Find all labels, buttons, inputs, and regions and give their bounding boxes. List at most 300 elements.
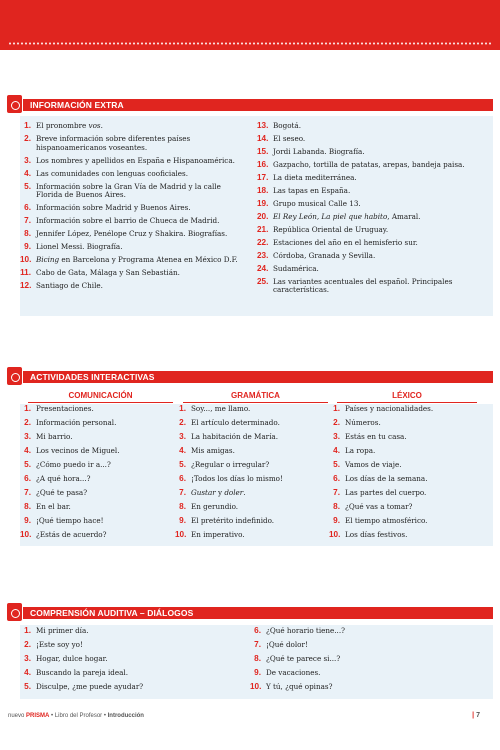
item-fragment: ¿A qué hora...? bbox=[36, 473, 91, 483]
list-item bbox=[20, 627, 250, 636]
list-item bbox=[20, 461, 175, 470]
item-text bbox=[273, 278, 489, 296]
section-title: ACTIVIDADES INTERACTIVAS bbox=[30, 372, 155, 382]
item-number: 7. bbox=[254, 639, 261, 649]
item-number: 1. bbox=[333, 404, 340, 413]
item-fragment: Países y nacionalidades. bbox=[345, 404, 434, 413]
item-text bbox=[266, 669, 480, 678]
comprension-left-list bbox=[20, 627, 250, 697]
section-header-actividades bbox=[8, 371, 493, 383]
list-item bbox=[257, 239, 489, 248]
item-text bbox=[36, 447, 175, 456]
item-number: 1. bbox=[179, 404, 186, 413]
brand-name: PRISMA bbox=[26, 713, 50, 719]
item-text bbox=[345, 461, 489, 470]
item-text bbox=[36, 531, 175, 540]
item-text bbox=[36, 641, 250, 650]
footer-credit bbox=[8, 713, 144, 719]
item-text bbox=[345, 405, 489, 414]
book-title: • Libro del Profesor • bbox=[49, 713, 108, 719]
item-number: 5. bbox=[24, 181, 31, 191]
item-text bbox=[191, 447, 335, 456]
item-fragment: Soy..., me llamo. bbox=[191, 404, 251, 413]
list-item bbox=[20, 503, 175, 512]
list-item bbox=[175, 489, 335, 498]
item-number: 10. bbox=[250, 681, 262, 691]
info-extra-right-list bbox=[257, 122, 489, 299]
item-text bbox=[273, 148, 489, 157]
item-number: 10. bbox=[20, 255, 32, 265]
item-number: 3. bbox=[24, 653, 31, 663]
list-item bbox=[257, 148, 489, 157]
item-fragment: Bogotá. bbox=[273, 121, 301, 130]
list-item bbox=[257, 122, 489, 131]
headphones-icon bbox=[6, 602, 23, 622]
list-item bbox=[20, 433, 175, 442]
lexico-list bbox=[329, 405, 489, 545]
item-text bbox=[345, 433, 489, 442]
item-text bbox=[266, 641, 480, 650]
brand-prefix: nuevo bbox=[8, 713, 25, 719]
item-fragment: en Barcelona y Programa Atenea en México D.F. bbox=[59, 255, 238, 265]
item-text bbox=[36, 217, 245, 226]
list-item bbox=[175, 531, 335, 540]
item-text bbox=[273, 213, 489, 222]
item-text bbox=[266, 627, 480, 636]
item-number: 3. bbox=[24, 431, 31, 441]
item-number: 12. bbox=[20, 281, 32, 291]
gramatica-list bbox=[175, 405, 335, 545]
item-fragment: Buscando la pareja ideal. bbox=[36, 667, 129, 677]
page-separator: | bbox=[472, 712, 475, 719]
item-fragment: Mis amigas. bbox=[191, 445, 235, 455]
item-number: 9. bbox=[24, 242, 31, 252]
item-fragment: Jennifer López, Penélope Cruz y Shakira. Biografías. bbox=[36, 229, 228, 239]
item-text bbox=[36, 170, 245, 179]
item-fragment: Vamos de viaje. bbox=[345, 459, 402, 469]
item-text bbox=[273, 265, 489, 274]
item-fragment: . bbox=[100, 121, 103, 130]
item-fragment: Cabo de Gata, Málaga y San Sebastián. bbox=[36, 268, 180, 278]
item-number: 9. bbox=[24, 515, 31, 525]
item-number: 5. bbox=[333, 459, 340, 469]
item-number: 20. bbox=[257, 211, 269, 221]
item-text bbox=[191, 489, 335, 498]
item-fragment: ¡Todos los días lo mismo! bbox=[191, 473, 283, 483]
list-item bbox=[20, 683, 250, 692]
item-number: 9. bbox=[254, 667, 261, 677]
item-fragment: , Amaral. bbox=[387, 211, 421, 221]
item-fragment: Córdoba, Granada y Sevilla. bbox=[273, 250, 376, 260]
item-number: 7. bbox=[333, 487, 340, 497]
item-number: 6. bbox=[24, 473, 31, 483]
list-item bbox=[20, 517, 175, 526]
list-item bbox=[329, 475, 489, 484]
column-rule bbox=[183, 402, 328, 403]
list-item bbox=[175, 461, 335, 470]
item-number: 2. bbox=[24, 417, 31, 427]
list-item bbox=[20, 655, 250, 664]
list-item bbox=[329, 433, 489, 442]
item-number: 3. bbox=[333, 431, 340, 441]
info-icon bbox=[6, 94, 23, 114]
item-fragment: Jordi Labanda. Biografía. bbox=[273, 146, 365, 156]
item-fragment: ¿Regular o irregular? bbox=[191, 459, 270, 469]
list-item bbox=[20, 641, 250, 650]
list-item bbox=[250, 641, 480, 650]
item-fragment: El pretérito indefinido. bbox=[191, 515, 275, 525]
section-title: COMPRENSIÓN AUDITIVA – DIÁLOGOS bbox=[30, 608, 194, 618]
item-number: 10. bbox=[20, 529, 32, 539]
item-italic: El Rey León, La piel que habito bbox=[273, 211, 388, 221]
list-item bbox=[250, 683, 480, 692]
item-number: 5. bbox=[24, 681, 31, 691]
section-header-informacion-extra bbox=[8, 99, 493, 111]
list-item bbox=[20, 170, 245, 179]
item-text bbox=[36, 433, 175, 442]
page-footer bbox=[0, 710, 500, 724]
item-fragment: ¡Qué tiempo hace! bbox=[36, 515, 104, 525]
item-text bbox=[266, 683, 480, 692]
item-text bbox=[273, 135, 489, 144]
list-item bbox=[20, 669, 250, 678]
item-number: 6. bbox=[24, 203, 31, 213]
item-text bbox=[36, 243, 245, 252]
list-item bbox=[329, 419, 489, 428]
item-text bbox=[36, 669, 250, 678]
info-extra-left-list bbox=[20, 122, 245, 295]
chapter-name: Introducción bbox=[107, 713, 144, 719]
item-fragment: Mi primer día. bbox=[36, 626, 89, 635]
list-item bbox=[20, 122, 245, 131]
page-number bbox=[472, 712, 480, 719]
item-number: 8. bbox=[24, 229, 31, 239]
item-fragment: Breve información sobre diferentes países hispanoamericanos voseantes. bbox=[36, 133, 191, 152]
item-number: 14. bbox=[257, 133, 269, 143]
item-fragment: Información sobre la Gran Vía de Madrid y la calle Florida de Buenos Aires. bbox=[36, 181, 221, 200]
item-fragment: En imperativo. bbox=[191, 529, 245, 539]
item-fragment: ¿Qué horario tiene...? bbox=[266, 626, 345, 635]
item-number: 11. bbox=[20, 268, 31, 278]
item-fragment: ¿Estás de acuerdo? bbox=[36, 529, 107, 539]
item-text bbox=[273, 187, 489, 196]
column-rule bbox=[28, 402, 173, 403]
list-item bbox=[257, 174, 489, 183]
item-number: 24. bbox=[257, 263, 269, 273]
item-italic: vos bbox=[88, 121, 101, 130]
list-item bbox=[257, 278, 489, 296]
list-item bbox=[175, 419, 335, 428]
item-fragment: Los días festivos. bbox=[345, 529, 408, 539]
item-fragment: . bbox=[243, 487, 246, 497]
item-fragment: Gazpacho, tortilla de patatas, arepas, bandeja paisa. bbox=[273, 159, 465, 169]
item-fragment: ¿Qué vas a tomar? bbox=[345, 501, 413, 511]
item-number: 5. bbox=[179, 459, 186, 469]
item-number: 1. bbox=[24, 404, 31, 413]
item-text bbox=[191, 475, 335, 484]
item-number: 23. bbox=[257, 250, 269, 260]
item-text bbox=[36, 475, 175, 484]
list-item bbox=[329, 405, 489, 414]
list-item bbox=[329, 447, 489, 456]
item-text bbox=[191, 531, 335, 540]
item-text bbox=[36, 683, 250, 692]
list-item bbox=[20, 204, 245, 213]
item-fragment: El tiempo atmosférico. bbox=[345, 515, 428, 525]
list-item bbox=[20, 405, 175, 414]
item-number: 2. bbox=[333, 417, 340, 427]
item-fragment: Las variantes acentuales del español. Principales características. bbox=[273, 276, 453, 295]
item-fragment: Los nombres y apellidos en España e Hispanoamérica. bbox=[36, 155, 235, 165]
item-text bbox=[345, 503, 489, 512]
item-text bbox=[36, 122, 245, 131]
list-item bbox=[257, 213, 489, 222]
item-text bbox=[191, 433, 335, 442]
list-item bbox=[20, 157, 245, 166]
item-number: 19. bbox=[257, 198, 269, 208]
item-text bbox=[273, 239, 489, 248]
item-number: 4. bbox=[333, 445, 340, 455]
comunicacion-list bbox=[20, 405, 175, 545]
item-text bbox=[345, 531, 489, 540]
item-number: 10. bbox=[175, 529, 187, 539]
list-item bbox=[257, 226, 489, 235]
list-item bbox=[20, 475, 175, 484]
item-text bbox=[191, 405, 335, 414]
item-number: 2. bbox=[179, 417, 186, 427]
item-number: 13. bbox=[257, 121, 269, 130]
list-item bbox=[250, 655, 480, 664]
item-fragment: Las comunidades con lenguas cooficiales. bbox=[36, 168, 189, 178]
list-item bbox=[20, 531, 175, 540]
item-number: 22. bbox=[257, 237, 269, 247]
item-text bbox=[36, 489, 175, 498]
item-text bbox=[36, 256, 245, 265]
item-number: 5. bbox=[24, 459, 31, 469]
item-fragment: ¿Qué te parece si...? bbox=[266, 653, 341, 663]
item-fragment: En el bar. bbox=[36, 501, 71, 511]
dot-pattern bbox=[8, 42, 492, 45]
item-number: 8. bbox=[333, 501, 340, 511]
list-item bbox=[175, 517, 335, 526]
item-fragment: Hogar, dulce hogar. bbox=[36, 653, 108, 663]
item-fragment: La habitación de María. bbox=[191, 431, 278, 441]
item-fragment: Las tapas en España. bbox=[273, 185, 351, 195]
item-fragment: Los días de la semana. bbox=[345, 473, 428, 483]
item-fragment: Lionel Messi. Biografía. bbox=[36, 242, 123, 252]
item-fragment: Sudamérica. bbox=[273, 263, 319, 273]
list-item bbox=[329, 531, 489, 540]
list-item bbox=[20, 282, 245, 291]
item-fragment: ¡Este soy yo! bbox=[36, 639, 83, 649]
item-number: 2. bbox=[24, 133, 31, 143]
item-fragment: La dieta mediterránea. bbox=[273, 172, 357, 182]
item-fragment: Las partes del cuerpo. bbox=[345, 487, 427, 497]
item-text bbox=[273, 174, 489, 183]
item-text bbox=[36, 627, 250, 636]
item-fragment: Disculpe, ¿me puede ayudar? bbox=[36, 681, 144, 691]
item-fragment: Números. bbox=[345, 417, 381, 427]
list-item bbox=[329, 489, 489, 498]
item-text bbox=[36, 282, 245, 291]
item-text bbox=[36, 269, 245, 278]
list-item bbox=[329, 517, 489, 526]
item-number: 1. bbox=[24, 121, 31, 130]
list-item bbox=[20, 217, 245, 226]
item-number: 3. bbox=[179, 431, 186, 441]
comprension-right-list bbox=[250, 627, 480, 697]
item-text bbox=[345, 447, 489, 456]
item-number: 18. bbox=[257, 185, 269, 195]
item-italic: Gustar bbox=[191, 487, 216, 497]
list-item bbox=[175, 405, 335, 414]
item-text bbox=[191, 461, 335, 470]
item-text bbox=[36, 419, 175, 428]
item-number: 4. bbox=[179, 445, 186, 455]
item-number: 9. bbox=[179, 515, 186, 525]
list-item bbox=[175, 475, 335, 484]
item-fragment: Presentaciones. bbox=[36, 404, 94, 413]
page-number-value: 7 bbox=[476, 712, 480, 719]
item-fragment: Información personal. bbox=[36, 417, 117, 427]
item-number: 7. bbox=[24, 487, 31, 497]
list-item bbox=[175, 503, 335, 512]
list-item bbox=[257, 200, 489, 209]
item-text bbox=[345, 489, 489, 498]
item-text bbox=[36, 230, 245, 239]
item-fragment: Mi barrio. bbox=[36, 431, 73, 441]
section-title: INFORMACIÓN EXTRA bbox=[30, 100, 124, 110]
item-text bbox=[36, 157, 245, 166]
list-item bbox=[175, 433, 335, 442]
list-item bbox=[250, 669, 480, 678]
item-fragment: El pronombre bbox=[36, 121, 89, 130]
item-number: 9. bbox=[333, 515, 340, 525]
column-head-gramatica: GRAMÁTICA bbox=[231, 391, 280, 400]
item-number: 4. bbox=[24, 667, 31, 677]
item-number: 25. bbox=[257, 276, 269, 286]
item-fragment: Estás en tu casa. bbox=[345, 431, 407, 441]
item-italic: Bicing bbox=[36, 255, 60, 265]
item-fragment: Información sobre el barrio de Chueca de Madrid. bbox=[36, 216, 220, 226]
item-fragment: Santiago de Chile. bbox=[36, 281, 103, 291]
item-number: 16. bbox=[257, 159, 269, 169]
item-text bbox=[191, 503, 335, 512]
column-head-comunicacion: COMUNICACIÓN bbox=[68, 391, 133, 400]
item-number: 3. bbox=[24, 155, 31, 165]
item-text bbox=[36, 461, 175, 470]
item-number: 7. bbox=[179, 487, 186, 497]
item-number: 10. bbox=[329, 529, 341, 539]
list-item bbox=[175, 447, 335, 456]
item-fragment: ¡Qué dolor! bbox=[266, 639, 308, 649]
item-fragment: La ropa. bbox=[345, 445, 376, 455]
item-text bbox=[36, 503, 175, 512]
list-item bbox=[257, 161, 489, 170]
item-text bbox=[273, 122, 489, 131]
list-item bbox=[257, 135, 489, 144]
item-number: 2. bbox=[24, 639, 31, 649]
list-item bbox=[329, 503, 489, 512]
item-number: 15. bbox=[257, 146, 269, 156]
item-fragment: Los vecinos de Miguel. bbox=[36, 445, 120, 455]
item-number: 4. bbox=[24, 445, 31, 455]
item-fragment: República Oriental de Uruguay. bbox=[273, 224, 389, 234]
list-item bbox=[20, 135, 245, 153]
item-text bbox=[36, 135, 245, 153]
item-number: 7. bbox=[24, 216, 31, 226]
item-text bbox=[36, 655, 250, 664]
item-number: 6. bbox=[179, 473, 186, 483]
item-text bbox=[273, 252, 489, 261]
item-number: 1. bbox=[24, 626, 31, 635]
column-head-lexico: LÉXICO bbox=[392, 391, 422, 400]
item-text bbox=[191, 419, 335, 428]
item-text bbox=[36, 183, 245, 201]
section-header-comprension bbox=[8, 607, 493, 619]
list-item bbox=[20, 489, 175, 498]
list-item bbox=[257, 252, 489, 261]
list-item bbox=[20, 447, 175, 456]
item-fragment: y bbox=[215, 487, 225, 497]
list-item bbox=[20, 269, 245, 278]
list-item bbox=[20, 256, 245, 265]
interactive-icon bbox=[6, 366, 23, 386]
item-fragment: Estaciones del año en el hemisferio sur. bbox=[273, 237, 418, 247]
item-text bbox=[36, 517, 175, 526]
list-item bbox=[20, 183, 245, 201]
item-number: 4. bbox=[24, 168, 31, 178]
item-fragment: Y tú, ¿qué opinas? bbox=[266, 681, 333, 691]
item-fragment: Información sobre Madrid y Buenos Aires. bbox=[36, 203, 191, 213]
item-number: 6. bbox=[254, 626, 261, 635]
item-text bbox=[266, 655, 480, 664]
item-fragment: ¿Cómo puedo ir a...? bbox=[36, 459, 111, 469]
item-text bbox=[191, 517, 335, 526]
list-item bbox=[329, 461, 489, 470]
list-item bbox=[257, 265, 489, 274]
item-text bbox=[273, 200, 489, 209]
list-item bbox=[257, 187, 489, 196]
item-fragment: De vacaciones. bbox=[266, 667, 321, 677]
item-text bbox=[345, 419, 489, 428]
list-item bbox=[250, 627, 480, 636]
item-number: 6. bbox=[333, 473, 340, 483]
list-item bbox=[20, 243, 245, 252]
list-item bbox=[20, 419, 175, 428]
item-text bbox=[36, 405, 175, 414]
list-item bbox=[20, 230, 245, 239]
item-fragment: Grupo musical Calle 13. bbox=[273, 198, 361, 208]
column-rule bbox=[337, 402, 477, 403]
item-number: 21. bbox=[257, 224, 269, 234]
item-number: 8. bbox=[254, 653, 261, 663]
item-fragment: El artículo determinado. bbox=[191, 417, 280, 427]
item-number: 8. bbox=[24, 501, 31, 511]
item-text bbox=[345, 475, 489, 484]
item-text bbox=[345, 517, 489, 526]
item-number: 8. bbox=[179, 501, 186, 511]
item-italic: doler bbox=[224, 487, 244, 497]
item-fragment: El seseo. bbox=[273, 133, 306, 143]
item-number: 17. bbox=[257, 172, 269, 182]
top-banner bbox=[0, 0, 500, 50]
item-fragment: En gerundio. bbox=[191, 501, 239, 511]
item-text bbox=[36, 204, 245, 213]
item-text bbox=[273, 161, 489, 170]
item-text bbox=[273, 226, 489, 235]
item-fragment: ¿Qué te pasa? bbox=[36, 487, 88, 497]
